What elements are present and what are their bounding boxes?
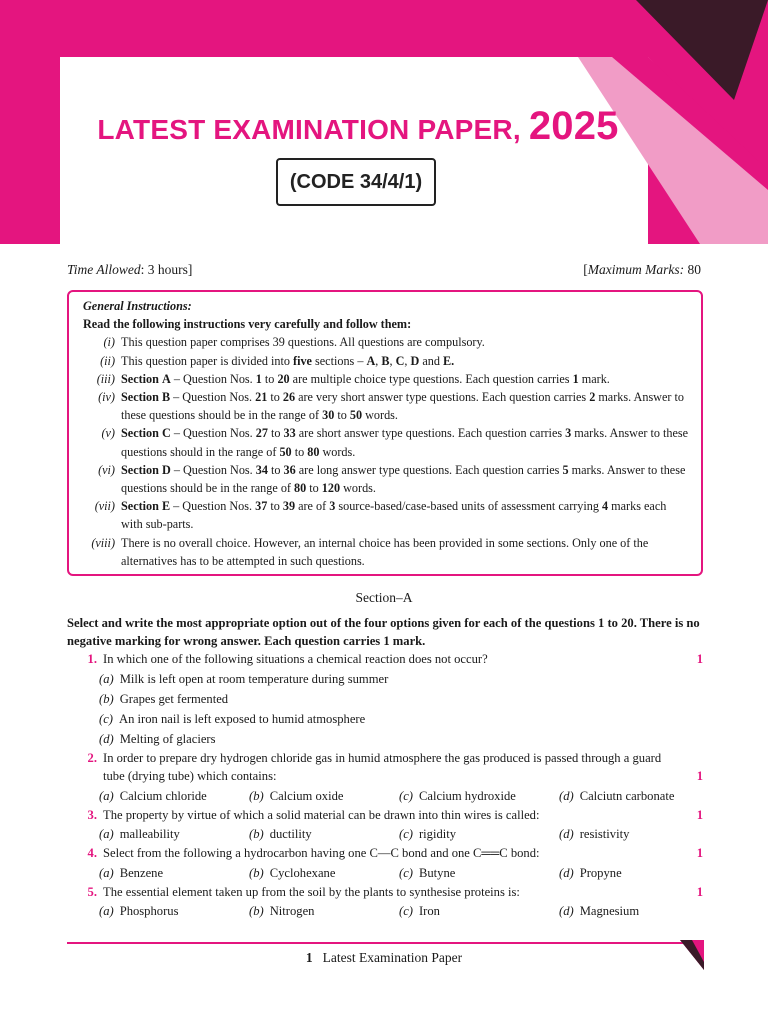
marks-prefix: [ [583, 262, 588, 277]
time-value: : 3 hours] [140, 262, 193, 277]
marks-label: Maximum Marks: [587, 262, 685, 277]
instruction-text: This question paper comprises 39 questions. All questions are compulsory. [121, 335, 485, 350]
option [99, 824, 249, 844]
instruction-item [83, 424, 689, 460]
question-text: The essential element taken up from the soil by the plants to synthesise proteins is: [103, 884, 520, 899]
question-marks: 1 [696, 652, 703, 666]
option-label: (a) [99, 671, 114, 686]
option [67, 689, 703, 709]
option-text: Benzene [119, 865, 164, 880]
footer-divider [67, 942, 687, 944]
instruction-text: Section A – Question Nos. 1 to 20 are multiple choice type questions. Each question carries 1 mark. [121, 371, 610, 386]
instruction-number: (ii) [100, 353, 115, 368]
section-heading: Section–A [355, 590, 413, 605]
paper-code: (CODE 34/4/1) [276, 158, 436, 206]
section-instruction: Select and write the most appropriate option out of the four options given for each of the questions 1 to 20. There is no negative marking for wrong answer. Each question carries 1 mark. [67, 616, 700, 648]
option-label: (a) [99, 827, 114, 841]
page-number: 1 [305, 950, 313, 965]
option [99, 901, 249, 921]
question-text: In order to prepare dry hydrogen chloride gas in humid atmosphere the gas produced is passed through a guard tube (drying tube) which contains: [103, 750, 662, 783]
option-label: (d) [559, 788, 574, 803]
option [99, 786, 249, 806]
question-text: The property by virtue of which a solid material can be drawn into thin wires is called: [103, 807, 540, 822]
question-number: 5. [87, 884, 97, 899]
option-text: Calcium oxide [269, 788, 344, 803]
option-text: ductility [269, 827, 312, 841]
instruction-item [83, 370, 689, 388]
paper-year: 2025 [528, 104, 619, 148]
question-marks: 1 [696, 807, 703, 822]
option-text: rigidity [418, 827, 457, 841]
instruction-text: Section C – Question Nos. 27 to 33 are short answer type questions. Each question carries 3 marks. Answer to these questions should in the range of 50 to 80 words. [121, 426, 689, 459]
option-label: (c) [399, 904, 413, 918]
page-footer [0, 950, 768, 966]
option-text: Nitrogen [269, 904, 315, 918]
option-text: Calcium chloride [119, 788, 207, 803]
question-list [67, 650, 703, 921]
option [67, 669, 703, 689]
option [249, 786, 399, 806]
option [399, 786, 559, 806]
option [249, 863, 399, 883]
question [67, 883, 703, 922]
option-text: Milk is left open at room temperature during summer [119, 671, 389, 686]
option-text: An iron nail is left exposed to humid atmosphere [118, 711, 366, 726]
instruction-item [83, 497, 689, 533]
question-row [67, 650, 703, 669]
option [67, 729, 703, 749]
question [67, 806, 703, 845]
instructions-title: General Instructions: [83, 299, 192, 313]
option-row [67, 863, 703, 883]
instruction-item [83, 461, 689, 497]
instruction-text: Section B – Question Nos. 21 to 26 are very short answer type questions. Each question carries 2 marks. Answer to these questions should be in the range of 30 to 50 words. [121, 390, 684, 423]
general-instructions-box [67, 290, 703, 576]
question-marks: 1 [696, 846, 703, 860]
option [399, 863, 559, 883]
instruction-text: There is no overall choice. However, an internal choice has been provided in some sections. Only one of the alternatives has to be attempted in such questions. [121, 535, 649, 568]
option-label: (b) [99, 691, 114, 706]
option-label: (c) [399, 788, 413, 803]
option-label: (a) [99, 904, 114, 918]
question-row [67, 749, 703, 786]
question-text: In which one of the following situations a chemical reaction does not occur? [103, 652, 488, 666]
question-number: 2. [87, 750, 97, 765]
instruction-number: (viii) [91, 535, 115, 550]
option [249, 901, 399, 921]
question [67, 749, 703, 806]
option-text: malleability [119, 827, 180, 841]
option-label: (b) [249, 904, 264, 918]
option-text: Iron [418, 904, 440, 918]
question-marks: 1 [696, 769, 703, 783]
time-label: Time Allowed [67, 262, 141, 277]
option-label: (c) [399, 865, 413, 880]
question-number: 1. [87, 652, 97, 666]
option-text: Butyne [418, 865, 456, 880]
option-row [67, 824, 703, 844]
option-text: Propyne [579, 865, 622, 880]
instruction-text: Section D – Question Nos. 34 to 36 are long answer type questions. Each question carries 5 marks. Answer to these questions should be in the range of 80 to 120 words. [121, 462, 686, 496]
option [99, 863, 249, 883]
option [559, 863, 703, 883]
instruction-text: This question paper is divided into five sections – A, B, C, D and E. [121, 353, 455, 368]
question-row [67, 883, 703, 902]
option-label: (d) [559, 827, 574, 841]
question-row [67, 806, 703, 825]
option-label: (a) [99, 788, 114, 803]
time-allowed [67, 262, 192, 278]
footer-text: Latest Examination Paper [322, 950, 463, 965]
option-text: Calciutn carbonate [579, 788, 675, 803]
instruction-number: (v) [101, 426, 115, 441]
option-label: (d) [559, 904, 574, 918]
option-label: (b) [249, 827, 264, 841]
option-label: (c) [99, 711, 113, 726]
option-label: (b) [249, 865, 264, 880]
option [67, 709, 703, 729]
question-number: 4. [87, 846, 97, 860]
option [399, 824, 559, 844]
option-row [67, 786, 703, 806]
question [67, 650, 703, 749]
instruction-text: Section E – Question Nos. 37 to 39 are of 3 source-based/case-based units of assessment carrying 4 marks each with sub-parts. [121, 499, 667, 532]
option [559, 786, 703, 806]
question-number: 3. [87, 807, 97, 822]
instruction-number: (iv) [98, 390, 115, 405]
instruction-item [83, 388, 689, 424]
instruction-number: (iii) [96, 371, 115, 386]
instruction-item [83, 534, 689, 570]
option-label: (d) [559, 865, 574, 880]
option-text: Calcium hydroxide [418, 788, 516, 803]
question-marks: 1 [696, 884, 703, 899]
option-text: Melting of glaciers [119, 731, 216, 746]
option-label: (b) [249, 788, 264, 803]
maximum-marks [583, 262, 701, 278]
instructions-lead: Read the following instructions very carefully and follow them: [83, 317, 412, 332]
instruction-item [83, 333, 689, 351]
instruction-number: (vi) [98, 462, 115, 477]
option [559, 824, 703, 844]
instructions-list [83, 333, 689, 570]
option-text: resistivity [579, 827, 630, 841]
question-row [67, 844, 703, 863]
option [249, 824, 399, 844]
option-row [67, 901, 703, 921]
option-label: (a) [99, 865, 114, 880]
option-text: Cyclohexane [269, 865, 336, 880]
option-text: Magnesium [579, 904, 640, 918]
paper-title [60, 104, 656, 149]
instruction-number: (vii) [94, 499, 115, 514]
instruction-item [83, 352, 689, 370]
instruction-number: (i) [103, 335, 115, 350]
option [559, 901, 703, 921]
paper-title-text: LATEST EXAMINATION PAPER, [97, 114, 521, 145]
option-text: Phosphorus [119, 904, 179, 918]
marks-value: 80 [687, 262, 701, 277]
question-text: Select from the following a hydrocarbon having one C—C bond and one C══C bond: [103, 846, 540, 860]
option-text: Grapes get fermented [119, 691, 229, 706]
option [399, 901, 559, 921]
option-label: (c) [399, 827, 413, 841]
option-label: (d) [99, 731, 114, 746]
question [67, 844, 703, 883]
